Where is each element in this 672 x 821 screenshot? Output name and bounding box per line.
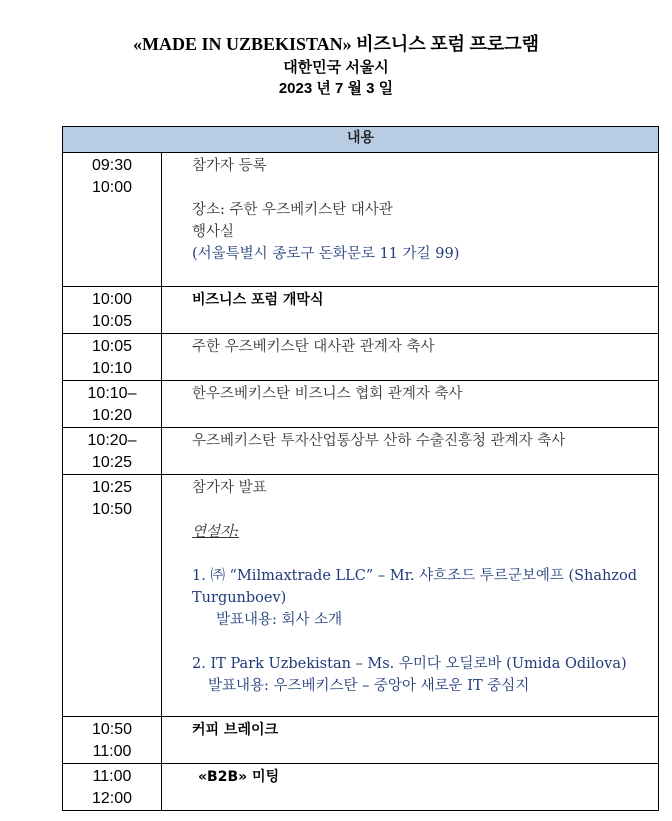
table-row bbox=[63, 717, 659, 764]
table-row bbox=[63, 764, 659, 811]
time-cell bbox=[63, 287, 162, 334]
document-title: «MADE IN UZBEKISTAN» 비즈니스 포럼 프로그램 bbox=[132, 34, 540, 54]
activity: 주한 우즈베키스탄 대사관 관계자 축사 bbox=[162, 334, 659, 381]
venue-address: (서울특별시 종로구 돈화문로 11 가길 99) bbox=[192, 246, 460, 262]
end-time: 10:10 bbox=[91, 360, 133, 377]
activity: 한우즈베키스탄 비즈니스 협회 관계자 축사 bbox=[162, 381, 659, 428]
activity: 커피 브레이크 bbox=[162, 717, 659, 764]
start-time: 10:00 bbox=[91, 291, 133, 308]
table-header: 내용 bbox=[63, 127, 659, 153]
start-time: 11:00 bbox=[92, 768, 132, 785]
end-time: 10:05 bbox=[91, 313, 133, 330]
start-time: 09:30 bbox=[91, 157, 133, 174]
program-table bbox=[62, 126, 659, 811]
table-row bbox=[63, 153, 659, 287]
time-cell bbox=[63, 153, 162, 287]
start-time: 10:05 bbox=[91, 338, 133, 355]
time-cell bbox=[63, 334, 162, 381]
time-cell bbox=[63, 428, 162, 475]
venue-room: 행사실 bbox=[192, 224, 235, 240]
document-date: 2023 년 7 월 3 일 bbox=[278, 80, 394, 97]
speaker-1-topic: 발표내용: 회사 소개 bbox=[216, 612, 343, 628]
speaker-2-topic: 발표내용: 우즈베키스탄 – 중앙아 새로운 IT 중심지 bbox=[208, 678, 530, 694]
activity: «B2B» 미팅 bbox=[162, 764, 659, 811]
time-cell bbox=[63, 764, 162, 811]
speaker-1: 1. ㈜ “Milmaxtrade LLC” – Mr. 샤흐조드 투르군보예프 (Shahzod Turgunboev) bbox=[192, 568, 638, 606]
time-cell bbox=[63, 717, 162, 764]
content-cell bbox=[162, 153, 659, 287]
table-row bbox=[63, 381, 659, 428]
end-time: 10:25 bbox=[91, 454, 133, 471]
start-time: 10:25 bbox=[91, 479, 133, 496]
speaker-2: 2. IT Park Uzbekistan – Ms. 우미다 오딜로바 (Umida Odilova) bbox=[192, 656, 627, 672]
end-time: 12:00 bbox=[91, 790, 133, 807]
activity: 참가자 발표 bbox=[192, 480, 267, 496]
table-row bbox=[63, 428, 659, 475]
end-time: 11:00 bbox=[92, 743, 132, 760]
end-time: 10:00 bbox=[91, 179, 133, 196]
table-row bbox=[63, 287, 659, 334]
activity: 참가자 등록 bbox=[192, 158, 267, 174]
speakers-label: 연설자: bbox=[192, 524, 239, 540]
end-time: 10:50 bbox=[91, 501, 133, 518]
activity: 우즈베키스탄 투자산업통상부 산하 수출진흥청 관계자 축사 bbox=[162, 428, 659, 475]
time-cell bbox=[63, 475, 162, 717]
table-row bbox=[63, 475, 659, 717]
activity: 비즈니스 포럼 개막식 bbox=[162, 287, 659, 334]
start-time: 10:10– bbox=[87, 385, 137, 402]
end-time: 10:20 bbox=[91, 407, 133, 424]
start-time: 10:20– bbox=[87, 432, 137, 449]
content-cell bbox=[162, 475, 659, 717]
document-location: 대한민국 서울시 bbox=[283, 59, 389, 76]
table-row bbox=[63, 334, 659, 381]
start-time: 10:50 bbox=[91, 721, 133, 738]
time-cell bbox=[63, 381, 162, 428]
venue: 장소: 주한 우즈베키스탄 대사관 bbox=[192, 202, 393, 218]
